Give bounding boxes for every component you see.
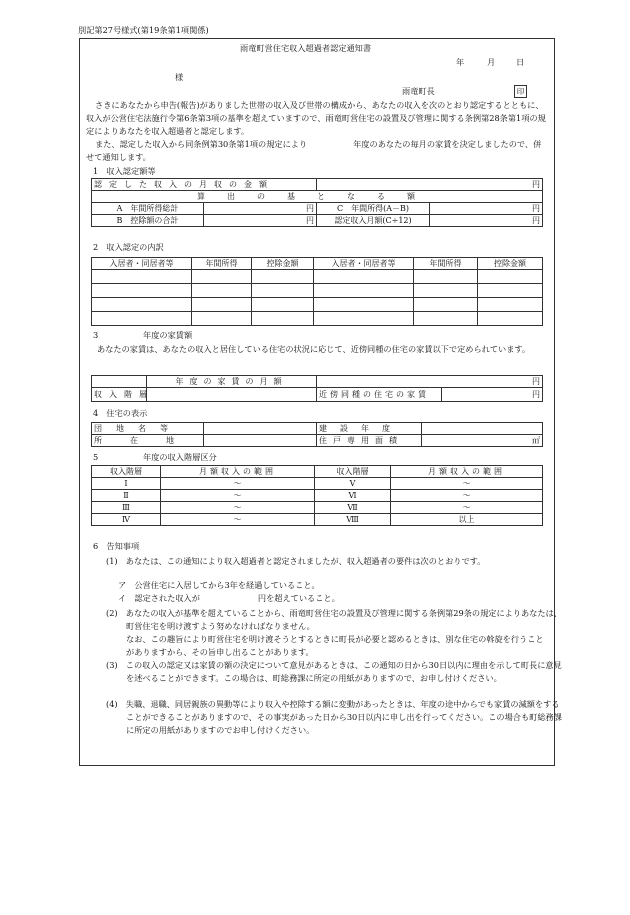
date-month: 月	[487, 57, 496, 67]
range-col-left: 月額収入の範囲	[161, 466, 315, 478]
section3-paragraph: あなたの家賃は、あなたの収入と居住している住宅の状況に応じて、近傍同種の住宅の家賃以下で定められています。	[97, 344, 531, 354]
range-2: ～	[161, 490, 315, 502]
table-row	[92, 514, 543, 526]
row-b-label: B 控除額の合計	[92, 215, 204, 227]
rent-label: 年度の家賃の月額	[147, 376, 317, 388]
notice-item-2: (2) あなたの収入が基準を超えていることから、雨竜町営住宅の設置及び管理に関する条例第29条の規定によりあなたは、町営住宅を明け渡すよう努めなければなりません。	[106, 608, 562, 631]
table-row	[92, 478, 543, 490]
table-row	[92, 284, 543, 298]
level-col-left: 収入階層	[92, 466, 161, 478]
breakdown-table	[91, 257, 543, 326]
built-year-label: 建設年度	[317, 423, 422, 435]
level-6: Ⅵ	[315, 490, 391, 502]
rent-table	[91, 375, 543, 402]
notice-item-1: (1) あなたは、この通知により収入超過者と認定されましたが、収入超過者の要件は次のとおりです。	[106, 556, 486, 566]
col-deduction-2: 控除金額	[478, 258, 543, 270]
table-row	[92, 490, 543, 502]
range-7: ～	[391, 502, 543, 514]
nearby-rent-label: 近傍同種の住宅の家賃	[317, 388, 442, 402]
range-4: ～	[161, 514, 315, 526]
row-monthly-label: 認定収入月額(C÷12)	[317, 215, 430, 227]
issuer: 雨竜町長	[402, 86, 435, 96]
income-table	[91, 178, 543, 227]
col-resident-2: 入居者・同居者等	[314, 258, 414, 270]
notice-item-1b-end: 円を超えていること。	[257, 593, 340, 603]
col-resident-1: 入居者・同居者等	[92, 258, 192, 270]
intro-paragraph: さきにあなたから申告(報告)がありました世帯の収入及び世帯の構成から、あなたの収入を次のとおり認定するとともに、収入が公営住宅法施行令第6条第3項の基準を超えていますので、雨竜町営住宅の設置及び管理に関する条例第28条第1項の規定によりあなたを収入超過者と認定します。	[86, 100, 546, 136]
section3-heading-text: 年度の家賃額	[143, 330, 193, 340]
range-8: 以上	[391, 514, 543, 526]
rent-value: 円	[317, 376, 543, 388]
range-3: ～	[161, 502, 315, 514]
row-a-value: 円	[204, 203, 317, 215]
section2-heading: 2 収入認定の内訳	[93, 242, 164, 252]
notice-item-4: (4) 失職、退職、同居親族の異動等により収入や控除する額に変動があったときは、年度の途中からでも家賃の減額をすることができることがありますので、その事実があった日から30日以内に申し出を行ってください。この場合も町総務課に所定の用紙がありますのでお申し付けください。	[106, 699, 562, 735]
section3-heading-num: 3	[93, 330, 99, 340]
section5-heading-num: 5	[93, 452, 99, 462]
level-1: Ⅰ	[92, 478, 161, 490]
row-c-label: C 年間所得(A－B)	[317, 203, 430, 215]
estate-label: 団地名等	[92, 423, 204, 435]
table-row	[92, 502, 543, 514]
range-5: ～	[391, 478, 543, 490]
level-5: Ⅴ	[315, 478, 391, 490]
section1-heading: 1 収入認定額等	[93, 166, 156, 176]
monthly-income-label: 認定した収入の月収の金額	[92, 179, 317, 191]
addressee-suffix: 様	[175, 72, 184, 82]
level-4: Ⅳ	[92, 514, 161, 526]
rent-paragraph-start: また、認定した収入から同条例第30条第1項の規定により	[95, 139, 308, 149]
floor-label: 収入階層	[92, 388, 147, 402]
row-c-value: 円	[430, 203, 543, 215]
range-col-right: 月額収入の範囲	[391, 466, 543, 478]
notice-item-3: (3) この収入の認定又は家賃の額の決定について意見があるときは、この通知の日から30日以内に理由を示して町長に意見を述べることができます。この場合は、町総務課に所定の用紙がありますので、お申し付けください。	[106, 660, 562, 683]
level-7: Ⅶ	[315, 502, 391, 514]
housing-table	[91, 422, 543, 447]
table-row	[92, 312, 543, 326]
area-unit: ㎡	[422, 435, 543, 447]
date-year: 年	[456, 57, 465, 67]
form-number: 別記第27号様式(第19条第1項関係)	[78, 25, 209, 35]
col-deduction-1: 控除金額	[252, 258, 314, 270]
section5-heading-text: 年度の収入階層区分	[143, 452, 217, 462]
seal-mark: 印	[514, 85, 527, 98]
table-row	[92, 298, 543, 312]
col-income-2: 年間所得	[414, 258, 478, 270]
section6-heading: 6 告知事項	[93, 541, 140, 551]
rent-paragraph-end: 年度のあなたの毎月の家賃を決定しましたので、併せて通知します。	[86, 139, 542, 162]
col-income-1: 年間所得	[192, 258, 252, 270]
address-label: 所在地	[92, 435, 204, 447]
row-a-label: A 年間所得総計	[92, 203, 204, 215]
section4-heading: 4 住宅の表示	[93, 408, 148, 418]
range-1: ～	[161, 478, 315, 490]
basis-header: 算出の基となる額	[92, 191, 543, 203]
level-8: Ⅷ	[315, 514, 391, 526]
document-title: 雨竜町営住宅収入超過者認定通知書	[240, 43, 372, 53]
level-2: Ⅱ	[92, 490, 161, 502]
range-6: ～	[391, 490, 543, 502]
income-level-table	[91, 465, 543, 526]
level-3: Ⅲ	[92, 502, 161, 514]
notice-item-1a: ア 公営住宅に入居してから3年を経過していること。	[118, 580, 320, 590]
rent-paragraph	[86, 138, 549, 164]
monthly-income-value: 円	[317, 179, 543, 191]
nearby-rent-value: 円	[442, 388, 543, 402]
date-day: 日	[516, 57, 525, 67]
notice-item-2-note: なお、この趣旨により町営住宅を明け渡そうとするときに町長が必要と認めるときは、別な住宅の斡旋を行うことがありますから、その旨申し出ることがあります。	[126, 634, 544, 657]
level-col-right: 収入階層	[315, 466, 391, 478]
notice-item-1b	[118, 594, 340, 604]
table-row	[92, 270, 543, 284]
area-label: 住戸専用面積	[317, 435, 422, 447]
row-monthly-value: 円	[430, 215, 543, 227]
notice-item-1b-start: イ 認定された収入が	[118, 593, 200, 603]
row-b-value: 円	[204, 215, 317, 227]
